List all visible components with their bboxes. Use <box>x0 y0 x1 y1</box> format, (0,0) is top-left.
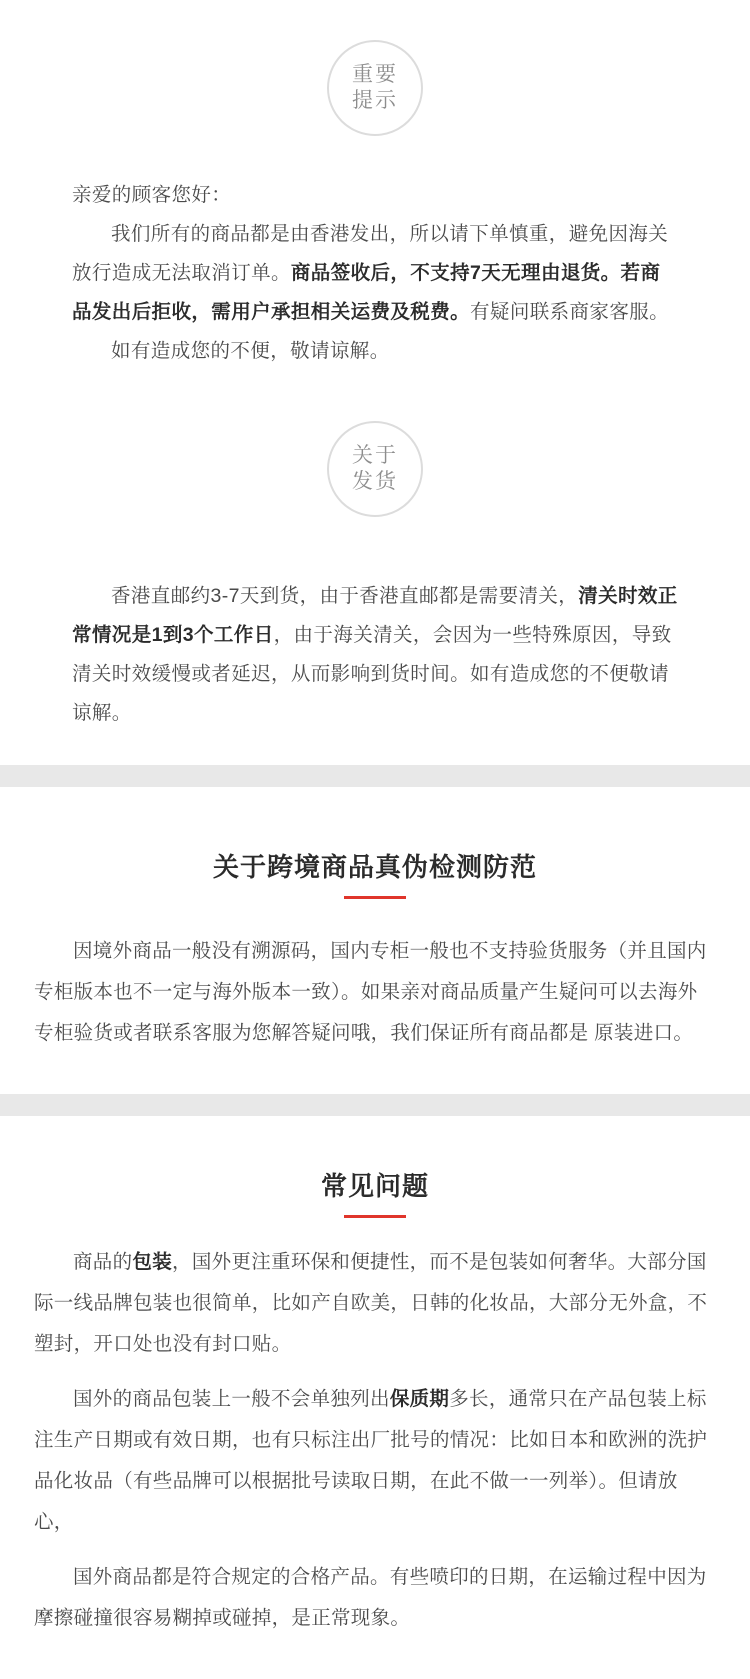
spacer-before-authenticity-title <box>0 787 750 847</box>
section-separator-2 <box>0 1094 750 1116</box>
shipping-badge <box>327 421 423 517</box>
authenticity-body <box>0 931 750 1054</box>
faq-title: 常见问题 <box>320 1171 429 1201</box>
important-notice-badge-wrap <box>0 40 750 136</box>
important-notice-badge <box>327 40 423 136</box>
authenticity-paragraph: 因境外商品一般没有溯源码，国内专柜一般也不支持验货服务（并且国内专柜版本也不一定与海外版本一致）。如果亲对商品质量产生疑问可以去海外专柜验货或者联系客服为您解答疑问哦，我们保证所有商品都是 原装进口。 <box>34 940 707 1044</box>
authenticity-title: 关于跨境商品真伪检测防范 <box>212 852 537 882</box>
notice-paragraph-1 <box>72 215 678 332</box>
spacer-after-authenticity-title <box>0 899 750 931</box>
notice-greeting: 亲爱的顾客您好： <box>72 184 232 206</box>
notice-paragraph-2: 如有造成您的不便，敬请谅解。 <box>111 340 390 362</box>
spacer-before-separator-1 <box>0 733 750 765</box>
shipping-body <box>0 577 750 733</box>
shipping-badge-wrap <box>0 421 750 517</box>
spacer-top <box>0 0 750 40</box>
important-notice-body <box>0 176 750 371</box>
spacer-before-separator-2 <box>0 1054 750 1094</box>
shipping-text-c: ，由于海关清关，会因为一些特殊原因，导致清关时效缓慢或者延迟，从而影响到货时间。如有造成您的不便敬请谅解。 <box>72 624 672 724</box>
shipping-text-a: 香港直邮约3-7天到货，由于香港直邮都是需要清关， <box>111 585 579 607</box>
notice-text-c: 有疑问联系商家客服。 <box>470 301 670 323</box>
important-notice-badge-line2: 提示 <box>352 89 398 112</box>
spacer-after-notice-badge <box>0 136 750 176</box>
notice-text-a: 我们所有的商品都是由香港发出，所以请下单慎重，避免因海关放行造成无法取消订单。 <box>72 223 669 284</box>
spacer-after-faq-title <box>0 1218 750 1242</box>
spacer-bottom <box>0 1639 750 1679</box>
faq-paragraph-2 <box>34 1379 716 1543</box>
shipping-badge-line2: 发货 <box>352 470 398 493</box>
spacer-before-faq-title <box>0 1116 750 1166</box>
important-notice-badge-line1: 重要 <box>352 63 398 86</box>
faq2-keyword-shelf-life: 保质期 <box>389 1388 450 1410</box>
faq2-text-c: 多长，通常只在产品包装上标注生产日期或有效日期，也有只标注出厂批号的情况：比如日本和欧洲的洗护品化妆品（有些品牌可以根据批号读取日期，在此不做一一列举）。但请放心， <box>34 1388 708 1533</box>
faq-body <box>0 1242 750 1639</box>
faq1-text-a: 商品的 <box>73 1251 133 1273</box>
faq-paragraph-1 <box>34 1242 716 1365</box>
faq-paragraph-3: 国外商品都是符合规定的合格产品。有些喷印的日期，在运输过程中因为摩擦碰撞很容易糊掉或碰掉，是正常现象。 <box>34 1566 707 1629</box>
faq1-text-c: ，国外更注重环保和便捷性，而不是包装如何奢华。大部分国际一线品牌包装也很简单，比如产自欧美，日韩的化妆品，大部分无外盒，不塑封，开口处也没有封口贴。 <box>34 1251 708 1355</box>
shipping-paragraph-1 <box>72 577 678 733</box>
shipping-badge-line1: 关于 <box>352 444 398 467</box>
spacer-before-shipping-badge <box>0 371 750 421</box>
notice-text-b: 商品签收后，不支持7天无理由退货。若商品发出后拒收，需用户承担相关运费及税费。 <box>72 262 661 323</box>
faq1-keyword-packaging: 包装 <box>132 1251 173 1273</box>
section-separator-1 <box>0 765 750 787</box>
shipping-text-b: 清关时效正常情况是1到3个工作日 <box>72 585 678 646</box>
spacer-after-shipping-badge <box>0 517 750 577</box>
faq2-text-a: 国外的商品包装上一般不会单独列出 <box>73 1388 390 1410</box>
